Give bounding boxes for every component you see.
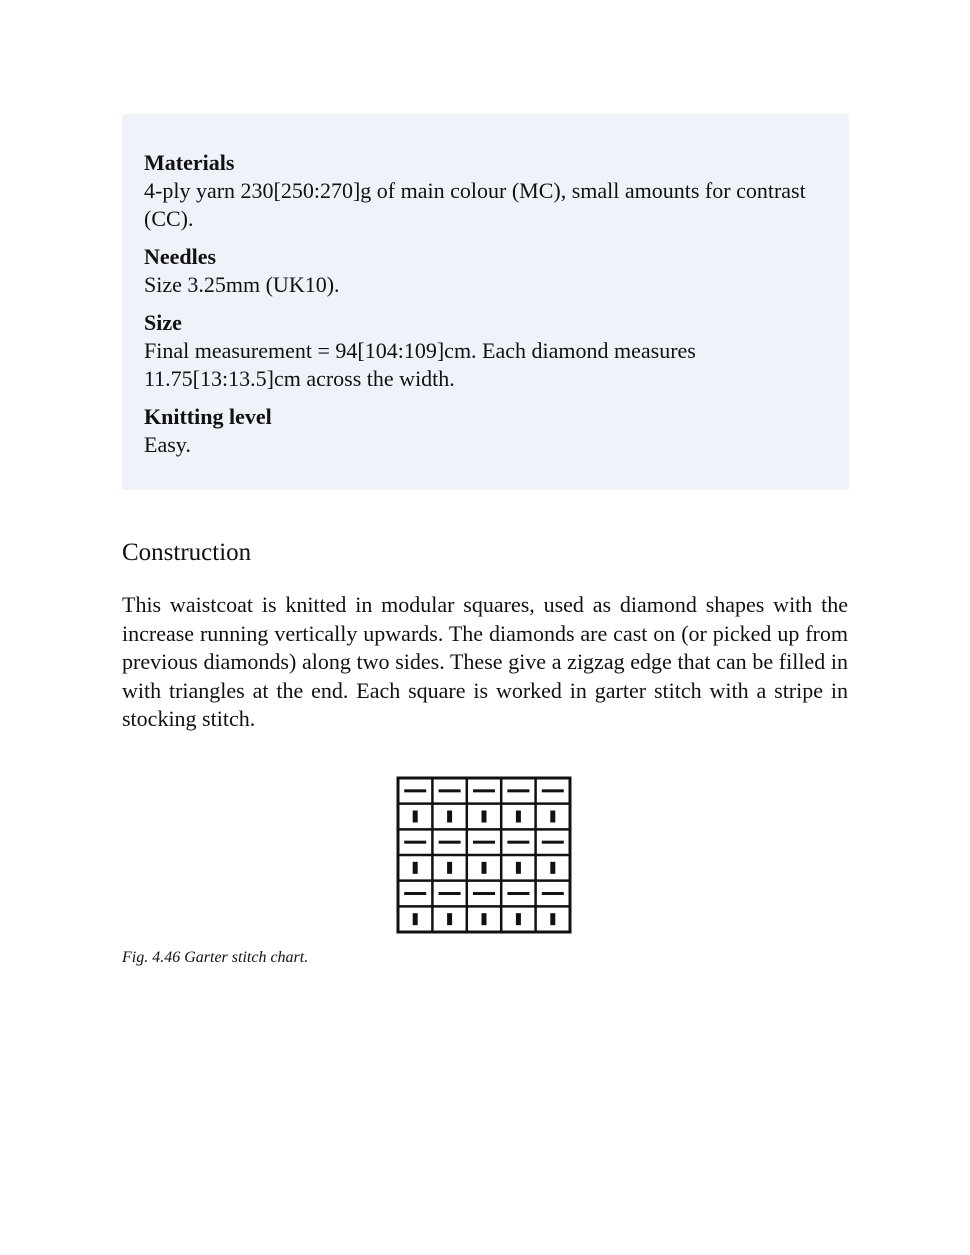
purl-stitch-symbol — [404, 841, 426, 844]
purl-stitch-symbol — [507, 841, 529, 844]
needles-section — [144, 242, 827, 299]
purl-stitch-symbol — [439, 841, 461, 844]
purl-stitch-symbol — [507, 892, 529, 895]
knit-stitch-symbol — [482, 913, 487, 925]
purl-stitch-symbol — [473, 892, 495, 895]
purl-stitch-symbol — [439, 789, 461, 792]
construction-title: Construction — [122, 539, 252, 566]
figure-caption: Fig. 4.46 Garter stitch chart. — [122, 949, 309, 966]
materials-section — [144, 148, 827, 233]
purl-stitch-symbol — [473, 789, 495, 792]
purl-stitch-symbol — [542, 892, 564, 895]
info-box — [122, 114, 849, 490]
knit-stitch-symbol — [482, 811, 487, 823]
knit-stitch-symbol — [550, 913, 555, 925]
knit-stitch-symbol — [516, 862, 521, 874]
knit-stitch-symbol — [482, 862, 487, 874]
purl-stitch-symbol — [439, 892, 461, 895]
knit-stitch-symbol — [550, 862, 555, 874]
knit-stitch-symbol — [447, 862, 452, 874]
knit-stitch-symbol — [413, 913, 418, 925]
knit-stitch-symbol — [447, 811, 452, 823]
needles-heading: Needles — [144, 244, 217, 269]
purl-stitch-symbol — [542, 789, 564, 792]
purl-stitch-symbol — [404, 892, 426, 895]
knit-stitch-symbol — [516, 811, 521, 823]
needles-text: Size 3.25mm (UK10). — [144, 272, 340, 297]
knit-stitch-symbol — [447, 913, 452, 925]
knitting-level-text: Easy. — [144, 432, 191, 457]
purl-stitch-symbol — [473, 841, 495, 844]
purl-stitch-symbol — [542, 841, 564, 844]
materials-text: 4-ply yarn 230[250:270]g of main colour (MC), small amounts for contrast (CC). — [144, 178, 806, 231]
materials-heading: Materials — [144, 150, 235, 175]
construction-paragraph: This waistcoat is knitted in modular squares, used as diamond shapes with the increase running vertically upwards. The diamonds are cast on (or picked up from previous diamonds) along two sides. These give a zigzag edge that can be filled in with triangles at the end. Each square is worked in garter stitch with a stripe in stocking stitch. — [122, 592, 848, 732]
size-section — [144, 308, 827, 393]
knit-stitch-symbol — [550, 811, 555, 823]
size-heading: Size — [144, 310, 182, 335]
knit-stitch-symbol — [413, 811, 418, 823]
garter-stitch-chart — [396, 776, 572, 934]
size-text: Final measurement = 94[104:109]cm. Each diamond measures 11.75[13:13.5]cm across the width. — [144, 338, 696, 391]
knitting-level-section — [144, 402, 827, 459]
knitting-level-heading: Knitting level — [144, 404, 272, 429]
purl-stitch-symbol — [404, 789, 426, 792]
knit-stitch-symbol — [516, 913, 521, 925]
knit-stitch-symbol — [413, 862, 418, 874]
purl-stitch-symbol — [507, 789, 529, 792]
